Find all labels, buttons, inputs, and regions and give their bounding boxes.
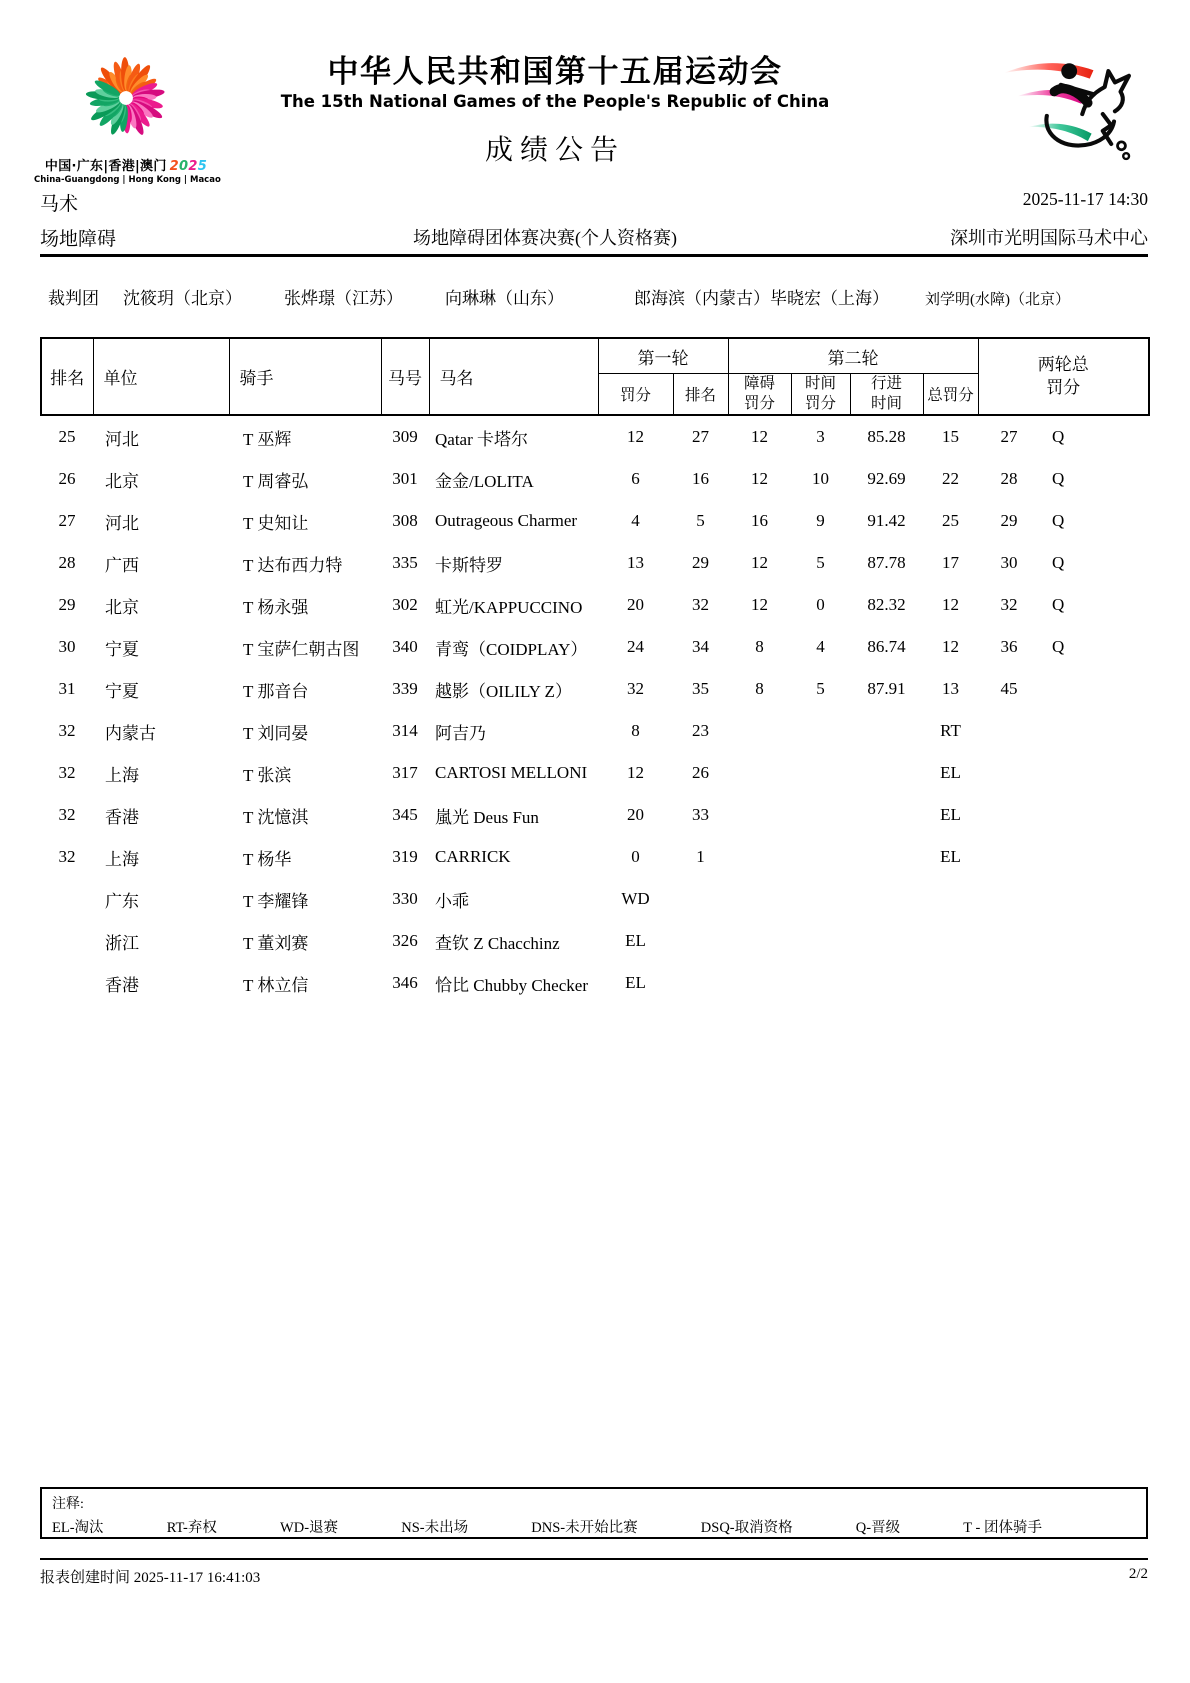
r2-run-time-cell: 82.32 (867, 595, 906, 615)
r2-run-time-cell (850, 878, 923, 920)
page-title: 中华人民共和国第十五届运动会 (327, 54, 783, 90)
col-header-r1-rank: 排名 (673, 374, 728, 416)
r2-run-time-cell (850, 710, 923, 752)
col-header-rank: 排名 (41, 338, 93, 415)
qualified-cell (1040, 962, 1149, 1004)
legend-items (52, 1516, 1042, 1537)
r1-rank-cell: 32 (692, 595, 709, 615)
r2-total-penalty-cell: 12 (942, 595, 959, 615)
table-row (41, 415, 1149, 458)
r2-obstacle-penalty-cell (728, 920, 791, 962)
r1-penalty-cell: 24 (627, 637, 644, 657)
rider-cell: T 李耀锋 (243, 891, 309, 911)
r1-rank-cell: 35 (692, 679, 709, 699)
r2-time-penalty-cell: 4 (816, 637, 825, 657)
event-datetime: 2025-11-17 14:30 (1022, 189, 1148, 209)
legend-item: EL-淘汰 (52, 1520, 104, 1536)
qualified-cell (1040, 878, 1149, 920)
r2-time-penalty-cell (791, 836, 850, 878)
rider-cell: T 那音台 (243, 681, 309, 701)
col-header-horse: 马名 (429, 338, 598, 415)
horse-rider-icon (1002, 52, 1142, 164)
rank-cell: 32 (58, 721, 76, 741)
horse-no-cell: 339 (392, 679, 418, 699)
col-header-horse-no: 马号 (381, 338, 429, 415)
r2-total-penalty-cell (923, 878, 978, 920)
rank-cell: 32 (58, 763, 76, 783)
table-row (41, 500, 1149, 542)
r2-obstacle-penalty-cell: 8 (755, 637, 764, 657)
unit-cell: 浙江 (105, 933, 139, 953)
r1-penalty-cell: WD (621, 889, 650, 909)
judge-name: 沈筱玥（北京） (123, 289, 242, 308)
horse-no-cell: 326 (392, 931, 418, 951)
r2-obstacle-penalty-cell: 12 (751, 553, 768, 573)
r2-obstacle-penalty-cell (728, 836, 791, 878)
overall-penalty-cell: 32 (1000, 595, 1018, 615)
qualified-cell: Q (1052, 595, 1065, 615)
horse-name-cell: Outrageous Charmer (435, 511, 578, 531)
r1-rank-cell: 1 (696, 847, 705, 867)
unit-cell: 广西 (105, 555, 139, 575)
r2-time-penalty-cell: 5 (816, 553, 825, 573)
page-title-en: The 15th National Games of the People's Republic of China (280, 92, 830, 111)
table-row (41, 920, 1149, 962)
r1-rank-cell: 34 (692, 637, 709, 657)
legend-item: DNS-未开始比赛 (531, 1520, 638, 1536)
legend-box (40, 1487, 1148, 1539)
rider-cell: T 董刘赛 (243, 933, 309, 953)
qualified-cell (1040, 710, 1149, 752)
overall-penalty-cell: 36 (1000, 637, 1018, 657)
r2-time-penalty-cell (791, 878, 850, 920)
overall-penalty-cell (978, 878, 1040, 920)
footer-divider (40, 1558, 1148, 1560)
unit-cell: 宁夏 (105, 639, 139, 659)
r2-total-penalty-cell: 25 (942, 511, 959, 531)
sport-label: 马术 (40, 194, 79, 215)
horse-no-cell: 309 (392, 427, 418, 447)
r1-rank-cell (673, 920, 728, 962)
qualified-cell (1040, 794, 1149, 836)
r2-run-time-cell: 86.74 (867, 637, 906, 657)
overall-penalty-cell (978, 920, 1040, 962)
unit-cell: 上海 (105, 765, 139, 785)
r1-penalty-cell: 12 (627, 427, 644, 447)
unit-cell: 广东 (105, 891, 139, 911)
r2-total-penalty-cell (923, 962, 978, 1004)
r2-total-penalty-cell: EL (940, 763, 961, 783)
judge-name: 向琳琳（山东） (445, 289, 564, 308)
r1-penalty-cell: 13 (627, 553, 644, 573)
unit-cell: 宁夏 (105, 681, 139, 701)
horse-name-cell: CARRICK (435, 847, 511, 867)
title-block (230, 46, 880, 168)
page-number: 2/2 (1128, 1566, 1148, 1582)
r2-run-time-cell (850, 794, 923, 836)
overall-penalty-cell: 27 (1000, 427, 1018, 447)
r1-rank-cell: 26 (692, 763, 709, 783)
rank-cell: 32 (58, 805, 76, 825)
judges-row (48, 284, 1168, 309)
r1-penalty-cell: 20 (627, 595, 644, 615)
discipline-label: 场地障碍 (40, 229, 117, 250)
qualified-cell: Q (1052, 553, 1065, 573)
r2-time-penalty-cell: 0 (816, 595, 825, 615)
legend-item: NS-未出场 (401, 1520, 469, 1536)
r1-penalty-cell: EL (625, 973, 646, 993)
r2-run-time-cell: 87.78 (867, 553, 906, 573)
col-header-total-penalty: 总罚分 (923, 374, 978, 416)
legend-item: DSQ-取消资格 (700, 1520, 793, 1536)
horse-name-cell: 恰比 Chubby Checker (435, 975, 588, 995)
unit-cell: 北京 (105, 597, 139, 617)
unit-cell: 香港 (105, 975, 139, 995)
r2-obstacle-penalty-cell (728, 794, 791, 836)
judges-label: 裁判团 (48, 289, 99, 308)
horse-name-cell: 查钦 Z Chacchinz (435, 933, 560, 953)
overall-penalty-cell: 45 (1000, 679, 1018, 699)
bulletin-title: 成绩公告 (484, 135, 625, 166)
rank-cell: 25 (58, 427, 76, 447)
unit-cell: 河北 (105, 513, 139, 533)
col-header-obstacle-penalty: 障碍罚分 (728, 374, 791, 416)
report-created-time: 报表创建时间 2025-11-17 16:41:03 (40, 1570, 261, 1586)
r1-penalty-cell: 6 (631, 469, 640, 489)
col-header-unit: 单位 (93, 338, 229, 415)
r2-obstacle-penalty-cell: 12 (751, 427, 768, 447)
r2-total-penalty-cell: RT (940, 721, 961, 741)
r2-total-penalty-cell: 22 (942, 469, 959, 489)
r1-penalty-cell: 8 (631, 721, 640, 741)
r1-penalty-cell: 12 (627, 763, 644, 783)
table-row (41, 542, 1149, 584)
r2-obstacle-penalty-cell: 8 (755, 679, 764, 699)
r1-penalty-cell: 32 (627, 679, 644, 699)
legend-label: 注释: (52, 1497, 84, 1512)
col-header-time-penalty: 时间罚分 (791, 374, 850, 416)
horse-no-cell: 330 (392, 889, 418, 909)
r2-run-time-cell: 92.69 (867, 469, 906, 489)
r2-run-time-cell: 91.42 (867, 511, 906, 531)
horse-name-cell: 青鸾（COIDPLAY） (435, 639, 588, 659)
rank-cell: 29 (58, 595, 76, 615)
rider-cell: T 沈憶淇 (243, 807, 309, 827)
r2-total-penalty-cell (923, 920, 978, 962)
r1-rank-cell: 23 (692, 721, 709, 741)
unit-cell: 内蒙古 (105, 723, 156, 743)
qualified-cell (1040, 836, 1149, 878)
overall-penalty-cell: 28 (1000, 469, 1018, 489)
horse-no-cell: 346 (392, 973, 418, 993)
r1-penalty-cell: 20 (627, 805, 644, 825)
r2-obstacle-penalty-cell (728, 710, 791, 752)
horse-no-cell: 302 (392, 595, 418, 615)
overall-penalty-cell: 30 (1000, 553, 1018, 573)
col-header-run-time: 行进时间 (850, 374, 923, 416)
horse-no-cell: 335 (392, 553, 418, 573)
r2-obstacle-penalty-cell (728, 878, 791, 920)
r2-time-penalty-cell (791, 920, 850, 962)
rider-cell: T 林立信 (243, 975, 309, 995)
r2-time-penalty-cell (791, 710, 850, 752)
r2-obstacle-penalty-cell: 16 (751, 511, 768, 531)
qualified-cell (1040, 752, 1149, 794)
legend-item: RT-弃权 (166, 1520, 217, 1536)
r2-obstacle-penalty-cell: 12 (751, 595, 768, 615)
horse-name-cell: Qatar 卡塔尔 (435, 429, 529, 449)
r2-total-penalty-cell: 17 (942, 553, 959, 573)
horse-name-cell: 阿吉乃 (435, 723, 486, 743)
horse-no-cell: 345 (392, 805, 418, 825)
r2-time-penalty-cell: 3 (816, 427, 825, 447)
rider-cell: T 周睿弘 (243, 471, 309, 491)
judge-name: 郎海滨（内蒙古） (634, 289, 770, 308)
col-header-round1: 第一轮 (598, 338, 728, 374)
rider-cell: T 史知让 (243, 513, 309, 533)
col-header-round2: 第二轮 (728, 338, 978, 374)
header-divider (40, 254, 1148, 257)
horse-name-cell: 金金/LOLITA (435, 471, 534, 491)
legend-item: WD-退赛 (280, 1520, 339, 1536)
rider-cell: T 张滨 (243, 765, 292, 785)
table-row (41, 668, 1149, 710)
horse-name-cell: 嵐光 Deus Fun (435, 807, 539, 827)
table-row (41, 962, 1149, 1004)
overall-penalty-cell (978, 752, 1040, 794)
r1-penalty-cell: 4 (631, 511, 640, 531)
col-header-overall: 两轮总罚分 (978, 338, 1149, 415)
horse-name-cell: 卡斯特罗 (435, 555, 503, 575)
rank-cell: 30 (58, 637, 76, 657)
table-row (41, 710, 1149, 752)
r1-rank-cell (673, 878, 728, 920)
table-row (41, 878, 1149, 920)
r2-run-time-cell (850, 836, 923, 878)
horse-name-cell: 越影（OILILY Z） (435, 681, 572, 701)
r1-rank-cell: 33 (692, 805, 709, 825)
rank-cell (41, 920, 93, 962)
rank-cell: 32 (58, 847, 76, 867)
table-row (41, 584, 1149, 626)
qualified-cell: Q (1052, 511, 1065, 531)
r2-total-penalty-cell: EL (940, 847, 961, 867)
rider-cell: T 杨永强 (243, 597, 309, 617)
r2-time-penalty-cell (791, 794, 850, 836)
rider-cell: T 刘同晏 (243, 723, 309, 743)
rank-cell: 26 (58, 469, 76, 489)
overall-penalty-cell (978, 794, 1040, 836)
horse-no-cell: 317 (392, 763, 418, 783)
qualified-cell (1040, 920, 1149, 962)
rider-cell: T 达布西力特 (243, 555, 343, 575)
qualified-cell: Q (1052, 427, 1065, 447)
rank-cell: 27 (58, 511, 76, 531)
r2-run-time-cell: 87.91 (867, 679, 906, 699)
r1-rank-cell: 27 (692, 427, 709, 447)
qualified-cell (1040, 668, 1149, 710)
horse-no-cell: 340 (392, 637, 418, 657)
unit-cell: 北京 (105, 471, 139, 491)
horse-name-cell: CARTOSI MELLONI (435, 763, 588, 783)
r2-obstacle-penalty-cell (728, 962, 791, 1004)
r2-total-penalty-cell: EL (940, 805, 961, 825)
table-row (41, 836, 1149, 878)
horse-no-cell: 308 (392, 511, 418, 531)
unit-cell: 香港 (105, 807, 139, 827)
horse-no-cell: 314 (392, 721, 418, 741)
overall-penalty-cell: 29 (1000, 511, 1018, 531)
qualified-cell: Q (1052, 469, 1065, 489)
results-table (40, 337, 1150, 1004)
r2-time-penalty-cell: 9 (816, 511, 825, 531)
table-row (41, 752, 1149, 794)
r2-time-penalty-cell (791, 962, 850, 1004)
table-row (41, 626, 1149, 668)
r1-rank-cell (673, 962, 728, 1004)
r2-obstacle-penalty-cell (728, 752, 791, 794)
r1-rank-cell: 5 (696, 511, 705, 531)
judge-name: 张烨璟（江苏） (284, 289, 403, 308)
horse-no-cell: 319 (392, 847, 418, 867)
games-logo (34, 38, 221, 185)
r2-obstacle-penalty-cell: 12 (751, 469, 768, 489)
rank-cell (41, 962, 93, 1004)
horse-no-cell: 301 (392, 469, 418, 489)
r1-rank-cell: 16 (692, 469, 709, 489)
r2-time-penalty-cell: 10 (812, 469, 829, 489)
rank-cell: 28 (58, 553, 76, 573)
horse-name-cell: 虹光/KAPPUCCINO (435, 597, 583, 617)
water-judge-name: 刘学明(水障)（北京） (925, 292, 1070, 308)
r2-run-time-cell (850, 752, 923, 794)
r2-run-time-cell (850, 920, 923, 962)
r2-total-penalty-cell: 15 (942, 427, 959, 447)
r1-penalty-cell: EL (625, 931, 646, 951)
r2-time-penalty-cell: 5 (816, 679, 825, 699)
rider-cell: T 杨华 (243, 849, 292, 869)
games-logo-burst-icon (64, 38, 188, 158)
overall-penalty-cell (978, 710, 1040, 752)
r2-run-time-cell: 85.28 (867, 427, 906, 447)
judge-name: 毕晓宏（上海） (770, 289, 889, 308)
rider-cell: T 宝萨仁朝古图 (243, 639, 360, 659)
logo-caption-en: China-Guangdong | Hong Kong | Macao (34, 175, 221, 185)
rank-cell: 31 (58, 679, 76, 699)
logo-caption-cn (34, 155, 218, 174)
r2-total-penalty-cell: 12 (942, 637, 959, 657)
r1-rank-cell: 29 (692, 553, 709, 573)
rank-cell (41, 878, 93, 920)
table-row (41, 794, 1149, 836)
r2-run-time-cell (850, 962, 923, 1004)
col-header-rider: 骑手 (229, 338, 381, 415)
overall-penalty-cell (978, 962, 1040, 1004)
horse-name-cell: 小乖 (435, 891, 469, 911)
logo-year: 2025 (169, 159, 208, 174)
table-row (41, 458, 1149, 500)
legend-item: T - 团体骑手 (963, 1520, 1042, 1536)
event-name: 场地障碍团体赛决赛(个人资格赛) (413, 228, 677, 248)
logo-caption-text: 中国·广东|香港|澳门 (44, 159, 167, 174)
overall-penalty-cell (978, 836, 1040, 878)
r2-time-penalty-cell (791, 752, 850, 794)
unit-cell: 河北 (105, 429, 139, 449)
col-header-r1-penalty: 罚分 (598, 374, 673, 416)
unit-cell: 上海 (105, 849, 139, 869)
r1-penalty-cell: 0 (631, 847, 640, 867)
qualified-cell: Q (1052, 637, 1065, 657)
venue-name: 深圳市光明国际马术中心 (950, 228, 1148, 248)
r2-total-penalty-cell: 13 (942, 679, 959, 699)
legend-item: Q-晋级 (855, 1520, 901, 1536)
rider-cell: T 巫辉 (243, 429, 292, 449)
